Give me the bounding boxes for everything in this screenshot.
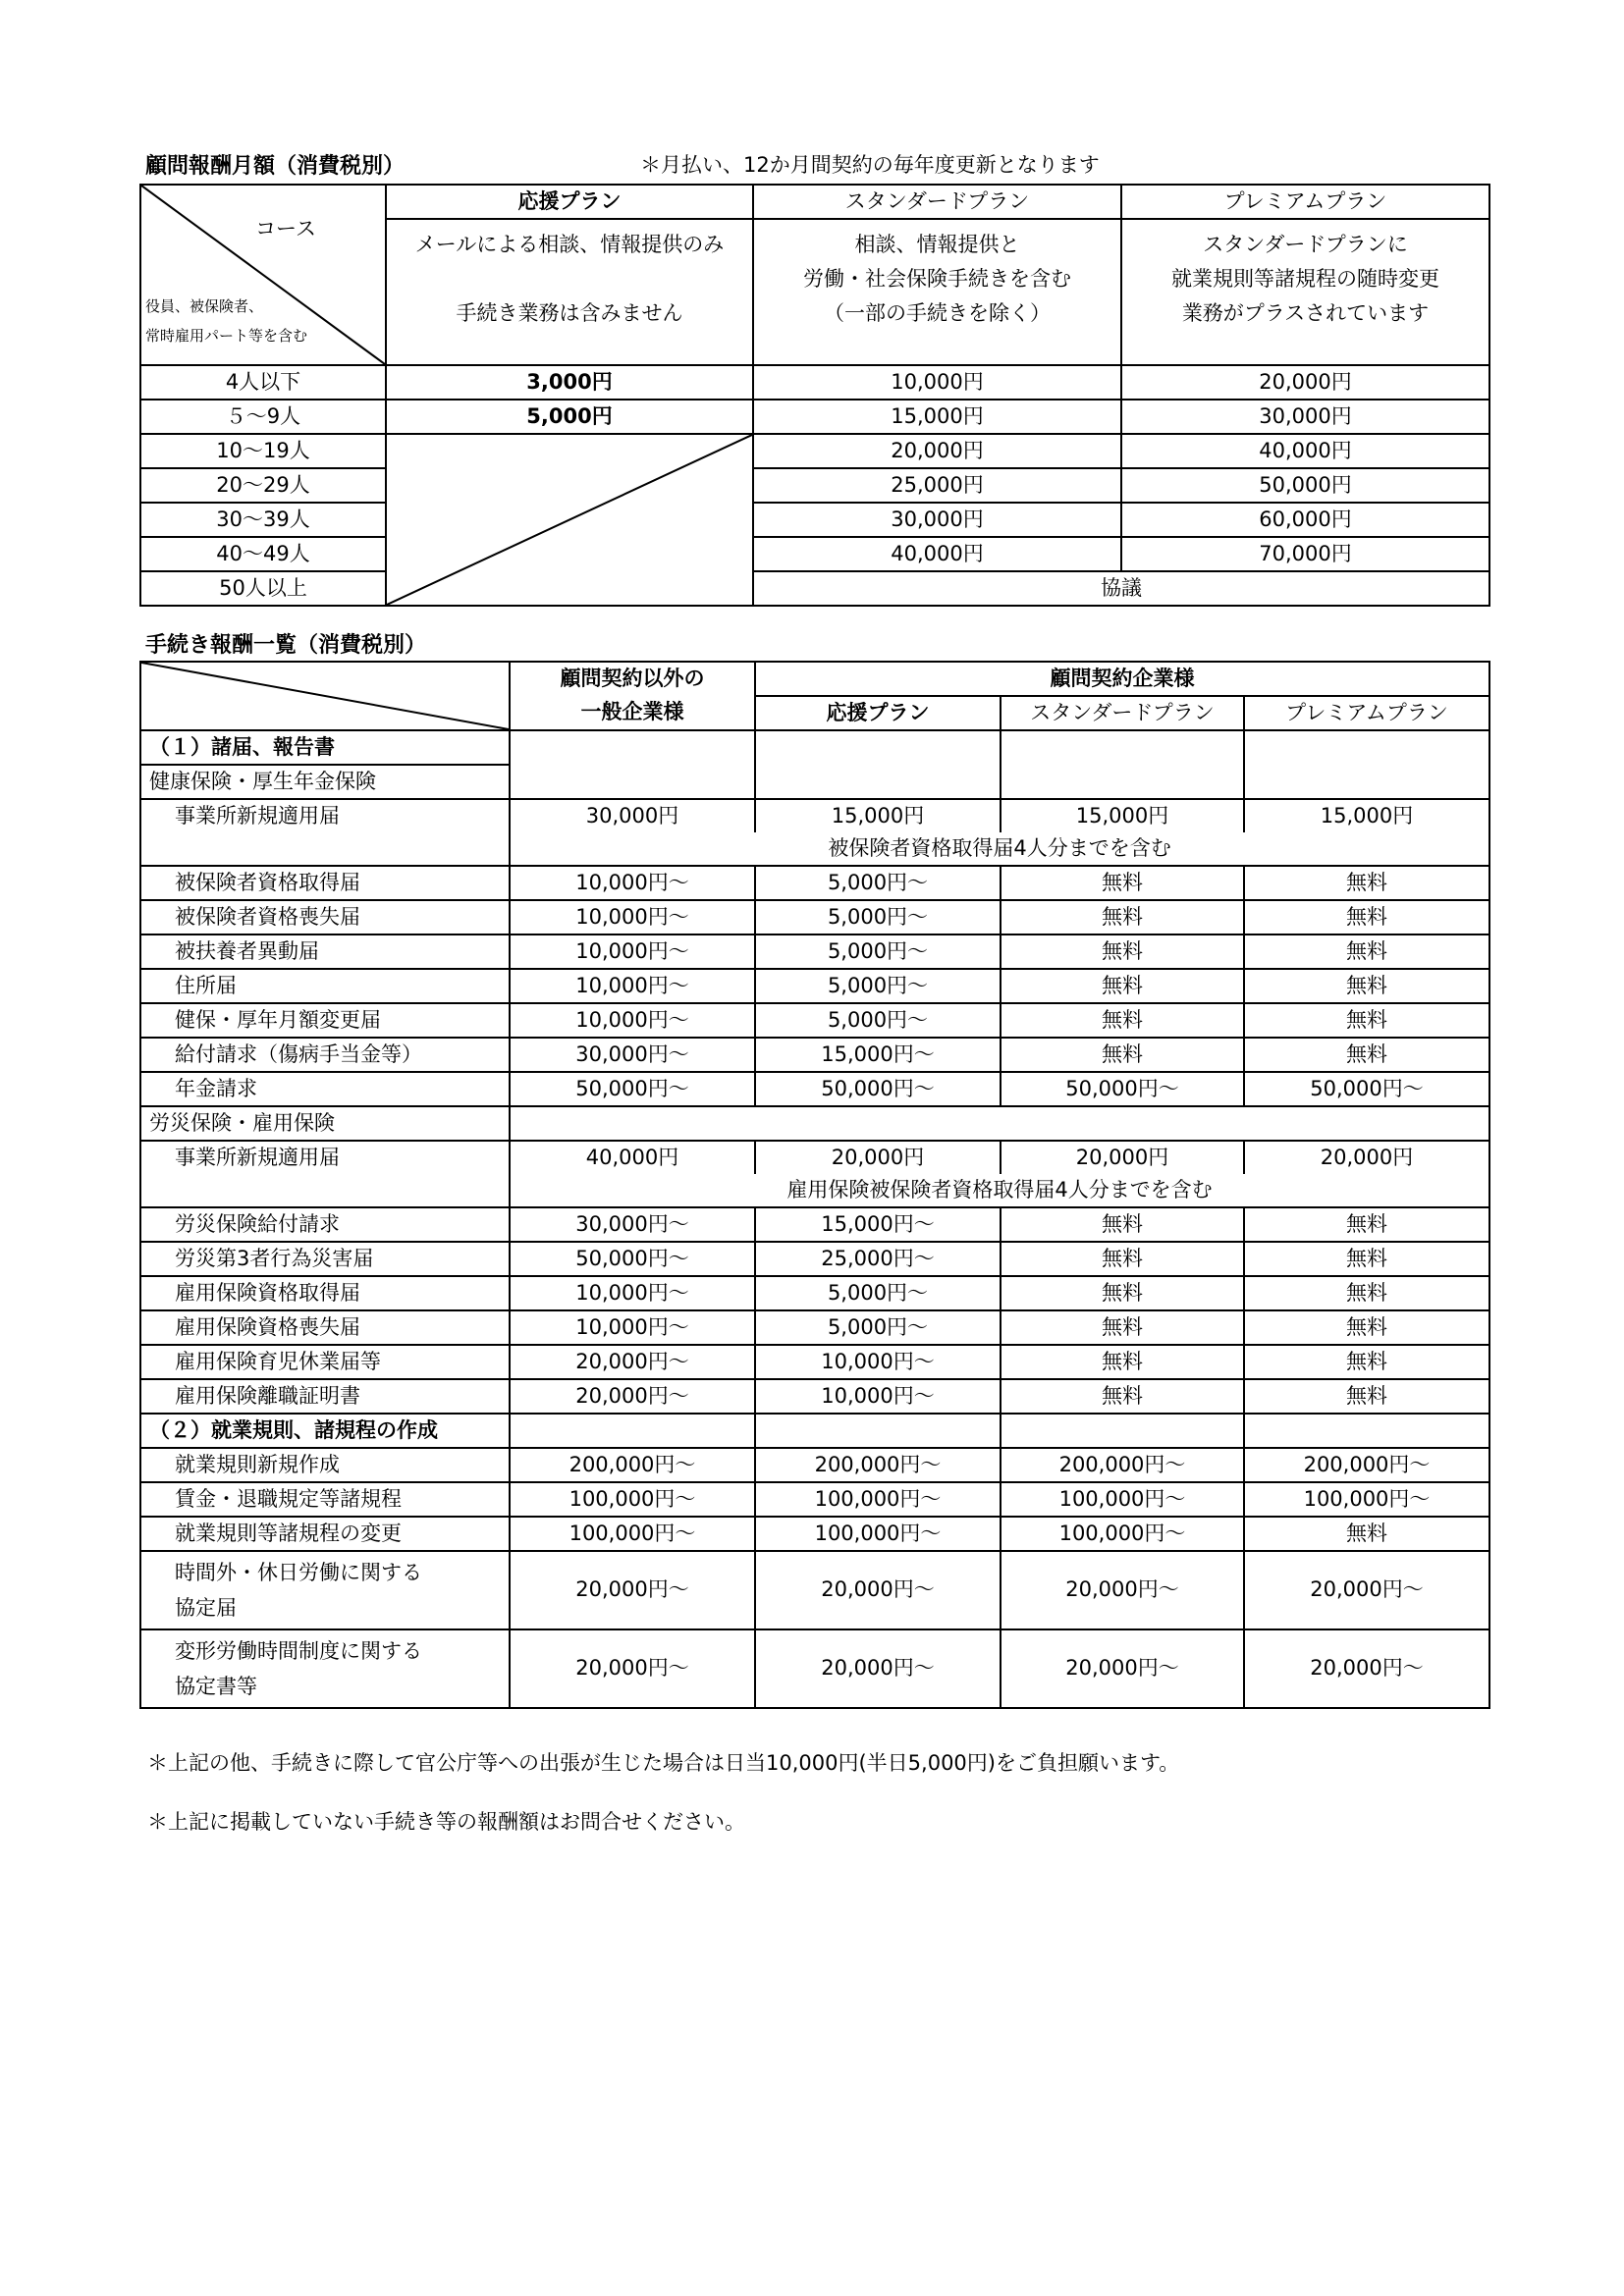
table-row xyxy=(140,1448,1489,1482)
fee-general: 20,000円～ xyxy=(510,1345,755,1379)
fee-item-name: 年金請求 xyxy=(140,1072,510,1106)
fee-premium: 無料 xyxy=(1244,866,1489,900)
plan-ouen-desc-1: メールによる相談、情報提供のみ xyxy=(414,233,725,256)
fee-item-name: 賃金・退職規定等諸規程 xyxy=(140,1482,510,1517)
ouen-price: 3,000円 xyxy=(386,365,753,400)
fee-general: 30,000円～ xyxy=(510,1207,755,1242)
empty-cell xyxy=(1001,1414,1244,1448)
group-kenpo-label: 健康保険・厚生年金保険 xyxy=(140,765,510,799)
fee-premium: 無料 xyxy=(1244,934,1489,969)
fee-item-name: 雇用保険資格取得届 xyxy=(140,1276,510,1310)
client-header: 顧問契約企業様 xyxy=(755,662,1489,696)
fee-general: 40,000円 xyxy=(510,1141,755,1174)
premium-price: 40,000円 xyxy=(1121,434,1489,468)
standard-header: スタンダードプラン xyxy=(1001,696,1244,730)
fee-ouen: 100,000円～ xyxy=(755,1482,1001,1517)
diagonal-line xyxy=(141,663,509,729)
premium-price: 60,000円 xyxy=(1121,503,1489,537)
fee-item-name xyxy=(140,1551,510,1629)
table-row xyxy=(140,434,1489,468)
fee-premium: 無料 xyxy=(1244,1517,1489,1551)
fee-standard: 無料 xyxy=(1001,1379,1244,1414)
fee-premium: 無料 xyxy=(1244,1276,1489,1310)
fee-ouen: 5,000円～ xyxy=(755,934,1001,969)
table-row xyxy=(140,1629,1489,1708)
fee-standard: 無料 xyxy=(1001,866,1244,900)
fee-ouen: 20,000円 xyxy=(755,1141,1001,1174)
plan-premium-desc xyxy=(1121,219,1489,365)
table-row xyxy=(140,934,1489,969)
table-row xyxy=(140,468,1489,503)
fee-standard: 無料 xyxy=(1001,1207,1244,1242)
corner-sub-label-2: 常時雇用パート等を含む xyxy=(145,327,308,345)
fee-corner-cell xyxy=(140,662,510,730)
standard-price: 25,000円 xyxy=(753,468,1121,503)
plan-ouen-desc-2 xyxy=(391,262,748,296)
fee-item-name: 被保険者資格喪失届 xyxy=(140,900,510,934)
fee-item-note: 被保険者資格取得届4人分までを含む xyxy=(510,832,1489,866)
fee-ouen: 15,000円～ xyxy=(755,1207,1001,1242)
fee-item-name: 被扶養者異動届 xyxy=(140,934,510,969)
fee-standard: 無料 xyxy=(1001,1310,1244,1345)
table-row xyxy=(140,799,1489,832)
premium-price: 20,000円 xyxy=(1121,365,1489,400)
standard-price: 10,000円 xyxy=(753,365,1121,400)
fee-ouen: 5,000円～ xyxy=(755,866,1001,900)
retainer-title: 顧問報酬月額（消費税別） xyxy=(145,154,406,179)
fee-ouen: 20,000円～ xyxy=(755,1629,1001,1708)
empty-cell xyxy=(755,730,1001,799)
diagonal-line xyxy=(387,435,752,605)
table-row xyxy=(140,537,1489,571)
fee-item-name: 被保険者資格取得届 xyxy=(140,866,510,900)
fee-standard: 100,000円～ xyxy=(1001,1482,1244,1517)
section-1-label: （１）諸届、報告書 xyxy=(140,730,510,765)
table-row xyxy=(140,1379,1489,1414)
plan-standard-desc xyxy=(753,219,1121,365)
general-header-1: 顧問契約以外の xyxy=(510,662,755,696)
ouen-header: 応援プラン xyxy=(755,696,1001,730)
empty-cell xyxy=(510,1414,755,1448)
fee-item-name: 雇用保険離職証明書 xyxy=(140,1379,510,1414)
fee-item-name: 健保・厚年月額変更届 xyxy=(140,1003,510,1038)
fee-ouen: 5,000円～ xyxy=(755,1276,1001,1310)
standard-price: 15,000円 xyxy=(753,400,1121,434)
fee-item-name xyxy=(140,1629,510,1708)
fee-standard: 20,000円～ xyxy=(1001,1551,1244,1629)
size-cell: 20～29人 xyxy=(140,468,386,503)
fee-ouen: 15,000円 xyxy=(755,799,1001,832)
fee-standard: 20,000円～ xyxy=(1001,1629,1244,1708)
size-cell: ５～9人 xyxy=(140,400,386,434)
corner-course-label: コース xyxy=(255,217,316,240)
table-row xyxy=(140,503,1489,537)
fee-item-name: 住所届 xyxy=(140,969,510,1003)
fee-premium: 20,000円～ xyxy=(1244,1629,1489,1708)
fee-premium: 無料 xyxy=(1244,1038,1489,1072)
fee-item-name: 就業規則新規作成 xyxy=(140,1448,510,1482)
table-row xyxy=(140,1517,1489,1551)
fee-standard: 50,000円～ xyxy=(1001,1072,1244,1106)
table-row xyxy=(140,1038,1489,1072)
size-cell: 50人以上 xyxy=(140,571,386,606)
fee-ouen: 20,000円～ xyxy=(755,1551,1001,1629)
plan-standard-desc-3: （一部の手続きを除く） xyxy=(824,301,1051,325)
table-row xyxy=(140,1482,1489,1517)
fee-standard: 200,000円～ xyxy=(1001,1448,1244,1482)
fee-premium: 200,000円～ xyxy=(1244,1448,1489,1482)
size-cell: 4人以下 xyxy=(140,365,386,400)
fee-standard: 無料 xyxy=(1001,1345,1244,1379)
table-row xyxy=(140,1072,1489,1106)
premium-price: 50,000円 xyxy=(1121,468,1489,503)
table-row xyxy=(140,866,1489,900)
fee-ouen: 200,000円～ xyxy=(755,1448,1001,1482)
negotiation-cell: 協議 xyxy=(753,571,1489,606)
plan-ouen-desc xyxy=(386,219,753,365)
retainer-corner-cell xyxy=(140,185,386,365)
table-row xyxy=(140,571,1489,606)
fee-item-note: 雇用保険被保険者資格取得届4人分までを含む xyxy=(510,1174,1489,1207)
plan-ouen-header: 応援プラン xyxy=(386,185,753,219)
size-cell: 30～39人 xyxy=(140,503,386,537)
fee-item-name-line-1: 時間外・休日労働に関する xyxy=(175,1561,422,1584)
fee-ouen: 50,000円～ xyxy=(755,1072,1001,1106)
table-row xyxy=(140,900,1489,934)
fee-premium: 無料 xyxy=(1244,1310,1489,1345)
empty-cell xyxy=(510,1106,1489,1141)
fee-ouen: 100,000円～ xyxy=(755,1517,1001,1551)
empty-cell xyxy=(755,1414,1001,1448)
fee-general: 100,000円～ xyxy=(510,1517,755,1551)
fee-general: 10,000円～ xyxy=(510,969,755,1003)
fee-standard: 無料 xyxy=(1001,934,1244,969)
fee-item-name: 労災保険給付請求 xyxy=(140,1207,510,1242)
fee-standard: 無料 xyxy=(1001,1038,1244,1072)
fee-ouen: 5,000円～ xyxy=(755,900,1001,934)
plan-standard-desc-2: 労働・社会保険手続きを含む xyxy=(803,267,1071,291)
fee-general: 10,000円～ xyxy=(510,900,755,934)
fee-general: 50,000円～ xyxy=(510,1242,755,1276)
footnote-1: ＊上記の他、手続きに際して官公庁等への出張が生じた場合は日当10,000円(半日5,000円)をご負担願います。 xyxy=(147,1751,1180,1775)
table-row xyxy=(140,400,1489,434)
table-row xyxy=(140,1276,1489,1310)
standard-price: 20,000円 xyxy=(753,434,1121,468)
fee-table xyxy=(139,661,1490,1709)
fee-premium: 20,000円 xyxy=(1244,1141,1489,1174)
fee-item-name: 就業規則等諸規程の変更 xyxy=(140,1517,510,1551)
plan-premium-desc-1: スタンダードプランに xyxy=(1203,233,1408,256)
empty-cell xyxy=(1001,730,1244,799)
corner-sub-label-1: 役員、被保険者、 xyxy=(145,297,264,315)
fee-ouen: 25,000円～ xyxy=(755,1242,1001,1276)
size-cell: 40～49人 xyxy=(140,537,386,571)
plan-standard-header: スタンダードプラン xyxy=(753,185,1121,219)
footnote-2: ＊上記に掲載していない手続き等の報酬額はお問合せください。 xyxy=(147,1810,745,1834)
fee-premium: 無料 xyxy=(1244,969,1489,1003)
table-row xyxy=(140,1551,1489,1629)
fee-item-name: 労災第3者行為災害届 xyxy=(140,1242,510,1276)
fee-standard: 無料 xyxy=(1001,1003,1244,1038)
fee-standard: 15,000円 xyxy=(1001,799,1244,832)
plan-premium-desc-2: 就業規則等諸規程の随時変更 xyxy=(1171,267,1439,291)
fee-premium: 無料 xyxy=(1244,1345,1489,1379)
empty-cell xyxy=(1244,730,1489,799)
fee-general: 10,000円～ xyxy=(510,866,755,900)
empty-cell xyxy=(1244,1414,1489,1448)
fee-premium: 100,000円～ xyxy=(1244,1482,1489,1517)
fee-premium: 20,000円～ xyxy=(1244,1551,1489,1629)
fee-general: 10,000円～ xyxy=(510,1003,755,1038)
fee-premium: 無料 xyxy=(1244,1379,1489,1414)
fee-general: 50,000円～ xyxy=(510,1072,755,1106)
fee-ouen: 15,000円～ xyxy=(755,1038,1001,1072)
fee-premium: 無料 xyxy=(1244,1207,1489,1242)
fee-premium: 無料 xyxy=(1244,1242,1489,1276)
fee-premium: 無料 xyxy=(1244,900,1489,934)
fee-general: 100,000円～ xyxy=(510,1482,755,1517)
fee-item-name-line-2: 協定届 xyxy=(175,1596,237,1620)
table-row xyxy=(140,1242,1489,1276)
fee-standard: 20,000円 xyxy=(1001,1141,1244,1174)
general-header-2: 一般企業様 xyxy=(510,696,755,730)
fee-standard: 無料 xyxy=(1001,1242,1244,1276)
fee-general: 200,000円～ xyxy=(510,1448,755,1482)
fee-item-name: 雇用保険資格喪失届 xyxy=(140,1310,510,1345)
plan-ouen-desc-3: 手続き業務は含みません xyxy=(456,301,683,325)
fee-premium: 50,000円～ xyxy=(1244,1072,1489,1106)
fee-premium: 15,000円 xyxy=(1244,799,1489,832)
table-row xyxy=(140,1003,1489,1038)
table-row xyxy=(140,365,1489,400)
fee-item-name-line-2: 協定書等 xyxy=(175,1675,257,1698)
fee-ouen: 10,000円～ xyxy=(755,1345,1001,1379)
fee-general: 10,000円～ xyxy=(510,934,755,969)
premium-price: 30,000円 xyxy=(1121,400,1489,434)
fee-general: 10,000円～ xyxy=(510,1310,755,1345)
plan-premium-desc-3: 業務がプラスされています xyxy=(1181,301,1430,325)
fee-standard: 100,000円～ xyxy=(1001,1517,1244,1551)
fee-general: 10,000円～ xyxy=(510,1276,755,1310)
fee-ouen: 10,000円～ xyxy=(755,1379,1001,1414)
fee-premium: 無料 xyxy=(1244,1003,1489,1038)
table-row xyxy=(140,1207,1489,1242)
fee-standard: 無料 xyxy=(1001,1276,1244,1310)
retainer-note: ＊月払い、12か月間契約の毎年度更新となります xyxy=(640,153,1100,177)
fee-item-name: 事業所新規適用届 xyxy=(140,1141,510,1207)
fee-item-name-line-1: 変形労働時間制度に関する xyxy=(175,1639,422,1663)
fees-title: 手続き報酬一覧（消費税別） xyxy=(145,633,427,658)
standard-price: 40,000円 xyxy=(753,537,1121,571)
retainer-table xyxy=(139,184,1490,607)
standard-price: 30,000円 xyxy=(753,503,1121,537)
premium-price: 70,000円 xyxy=(1121,537,1489,571)
fee-ouen: 5,000円～ xyxy=(755,969,1001,1003)
fee-item-name: 給付請求（傷病手当金等） xyxy=(140,1038,510,1072)
fee-standard: 無料 xyxy=(1001,900,1244,934)
fee-general: 20,000円～ xyxy=(510,1379,755,1414)
ouen-price: 5,000円 xyxy=(386,400,753,434)
table-row xyxy=(140,969,1489,1003)
fee-item-name: 事業所新規適用届 xyxy=(140,799,510,866)
fee-general: 30,000円 xyxy=(510,799,755,832)
fee-ouen: 5,000円～ xyxy=(755,1310,1001,1345)
fee-general: 20,000円～ xyxy=(510,1551,755,1629)
empty-cell xyxy=(510,730,755,799)
fee-general: 30,000円～ xyxy=(510,1038,755,1072)
table-row xyxy=(140,1310,1489,1345)
fee-standard: 無料 xyxy=(1001,969,1244,1003)
plan-standard-desc-1: 相談、情報提供と xyxy=(854,233,1020,256)
plan-premium-header: プレミアムプラン xyxy=(1121,185,1489,219)
ouen-na-cell xyxy=(386,434,753,606)
section-2-label: （２）就業規則、諸規程の作成 xyxy=(140,1414,510,1448)
group-rosai-label: 労災保険・雇用保険 xyxy=(140,1106,510,1141)
size-cell: 10～19人 xyxy=(140,434,386,468)
premium-header: プレミアムプラン xyxy=(1244,696,1489,730)
table-row xyxy=(140,1345,1489,1379)
table-row xyxy=(140,1141,1489,1174)
fee-ouen: 5,000円～ xyxy=(755,1003,1001,1038)
fee-item-name: 雇用保険育児休業届等 xyxy=(140,1345,510,1379)
fee-general: 20,000円～ xyxy=(510,1629,755,1708)
